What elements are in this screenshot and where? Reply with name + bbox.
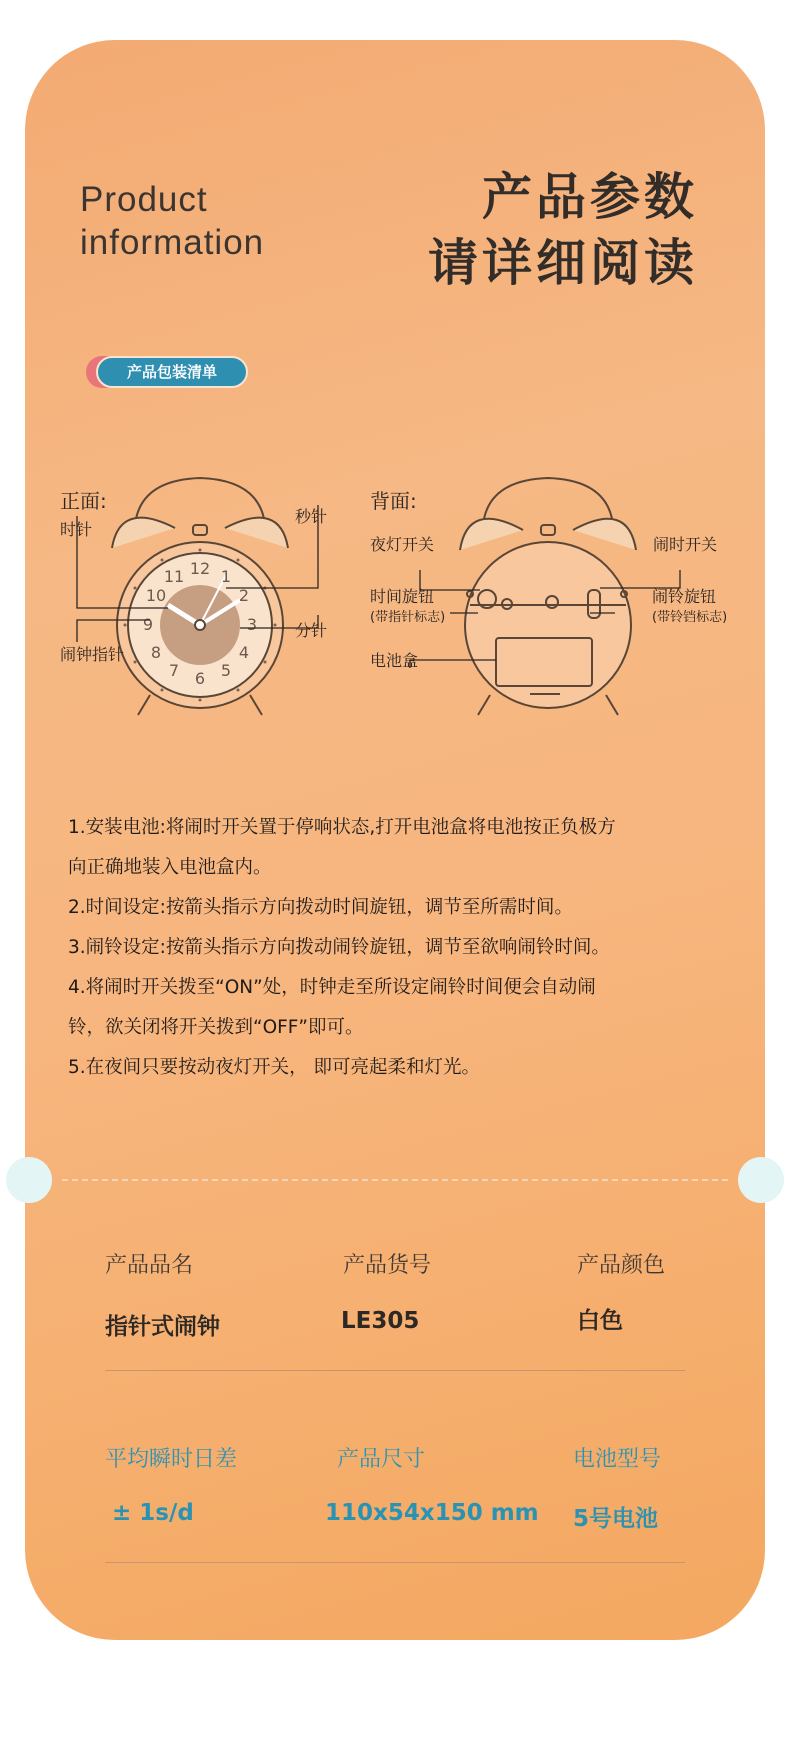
instruction-line: 向正确地装入电池盒内。: [68, 857, 272, 878]
label-night-light: 夜灯开关: [370, 535, 435, 554]
english-heading-line2: information: [80, 223, 265, 262]
dial-number-5: 5: [220, 661, 232, 680]
dial-number-4: 4: [238, 643, 250, 662]
spec-accuracy-value: ± 1s/d: [112, 1500, 194, 1526]
instruction-line: 1.安装电池:将闹时开关置于停响状态,打开电池盒将电池按正负极方: [68, 817, 616, 838]
spec-size-value: 110x54x150 mm: [325, 1500, 539, 1526]
chinese-heading-line2: 请详细阅读: [428, 234, 698, 292]
label-time-knob-note: (带指针标志): [370, 610, 446, 625]
ticket-separator: [0, 1155, 790, 1205]
label-alarm-switch: 闹时开关: [653, 535, 718, 554]
instruction-line: 4.将闹时开关拨至“ON”处，时钟走至所设定闹铃时间便会自动闹: [68, 977, 596, 998]
left-notch: [6, 1157, 52, 1203]
clock-diagram: [0, 470, 790, 730]
spec-size-label: 产品尺寸: [337, 1447, 426, 1472]
dashed-divider: [62, 1179, 728, 1181]
dial-number-9: 9: [142, 615, 154, 634]
instructions-list: [68, 808, 708, 1088]
english-heading: [80, 178, 264, 264]
label-alarm-hand: 闹钟指针: [60, 645, 125, 664]
spec-color-label: 产品颜色: [577, 1253, 666, 1278]
spec-accuracy-label: 平均瞬时日差: [105, 1447, 238, 1472]
label-minute-hand: 分针: [295, 621, 328, 640]
label-time-knob: 时间旋钮: [370, 587, 435, 606]
dial-number-2: 2: [238, 586, 250, 605]
dial-number-1: 1: [220, 567, 232, 586]
spec-name-value: 指针式闹钟: [105, 1314, 220, 1340]
instruction-line: 铃，欲关闭将开关拨到“OFF”即可。: [68, 1017, 364, 1038]
dial-number-11: 11: [163, 567, 185, 586]
instruction-line: 2.时间设定:按箭头指示方向拨动时间旋钮，调节至所需时间。: [68, 897, 573, 918]
spec-divider-1: [105, 1370, 685, 1371]
spec-model-value: LE305: [341, 1308, 420, 1334]
spec-battery-value: 5号电池: [573, 1506, 659, 1532]
spec-color-value: 白色: [577, 1308, 623, 1334]
dial-number-6: 6: [194, 669, 206, 688]
instruction-line: 5.在夜间只要按动夜灯开关， 即可亮起柔和灯光。: [68, 1057, 481, 1078]
label-battery-box: 电池盒: [370, 651, 419, 670]
front-title: 正面:: [60, 489, 107, 513]
back-title: 背面:: [370, 489, 417, 513]
dial-number-3: 3: [246, 615, 258, 634]
label-alarm-knob: 闹铃旋钮: [652, 587, 717, 606]
tag-label: 产品包装清单: [96, 356, 248, 388]
package-list-tag: [86, 356, 248, 388]
dial-number-10: 10: [145, 586, 167, 605]
english-heading-line1: Product: [80, 180, 208, 219]
spec-divider-2: [105, 1562, 685, 1563]
label-second-hand: 秒针: [295, 507, 328, 526]
label-alarm-knob-note: (带铃铛标志): [652, 610, 728, 625]
spec-model-label: 产品货号: [343, 1253, 432, 1278]
label-hour-hand: 时针: [60, 520, 93, 539]
spec-battery-label: 电池型号: [573, 1447, 662, 1472]
back-clock-drawing: [460, 478, 636, 715]
chinese-heading: [428, 164, 698, 296]
instruction-line: 3.闹铃设定:按箭头指示方向拨动闹铃旋钮，调节至欲响闹铃时间。: [68, 937, 610, 958]
spec-name-label: 产品品名: [105, 1253, 194, 1278]
dial-number-7: 7: [168, 661, 180, 680]
chinese-heading-line1: 产品参数: [482, 168, 698, 226]
right-notch: [738, 1157, 784, 1203]
dial-number-8: 8: [150, 643, 162, 662]
dial-number-12: 12: [189, 559, 211, 578]
